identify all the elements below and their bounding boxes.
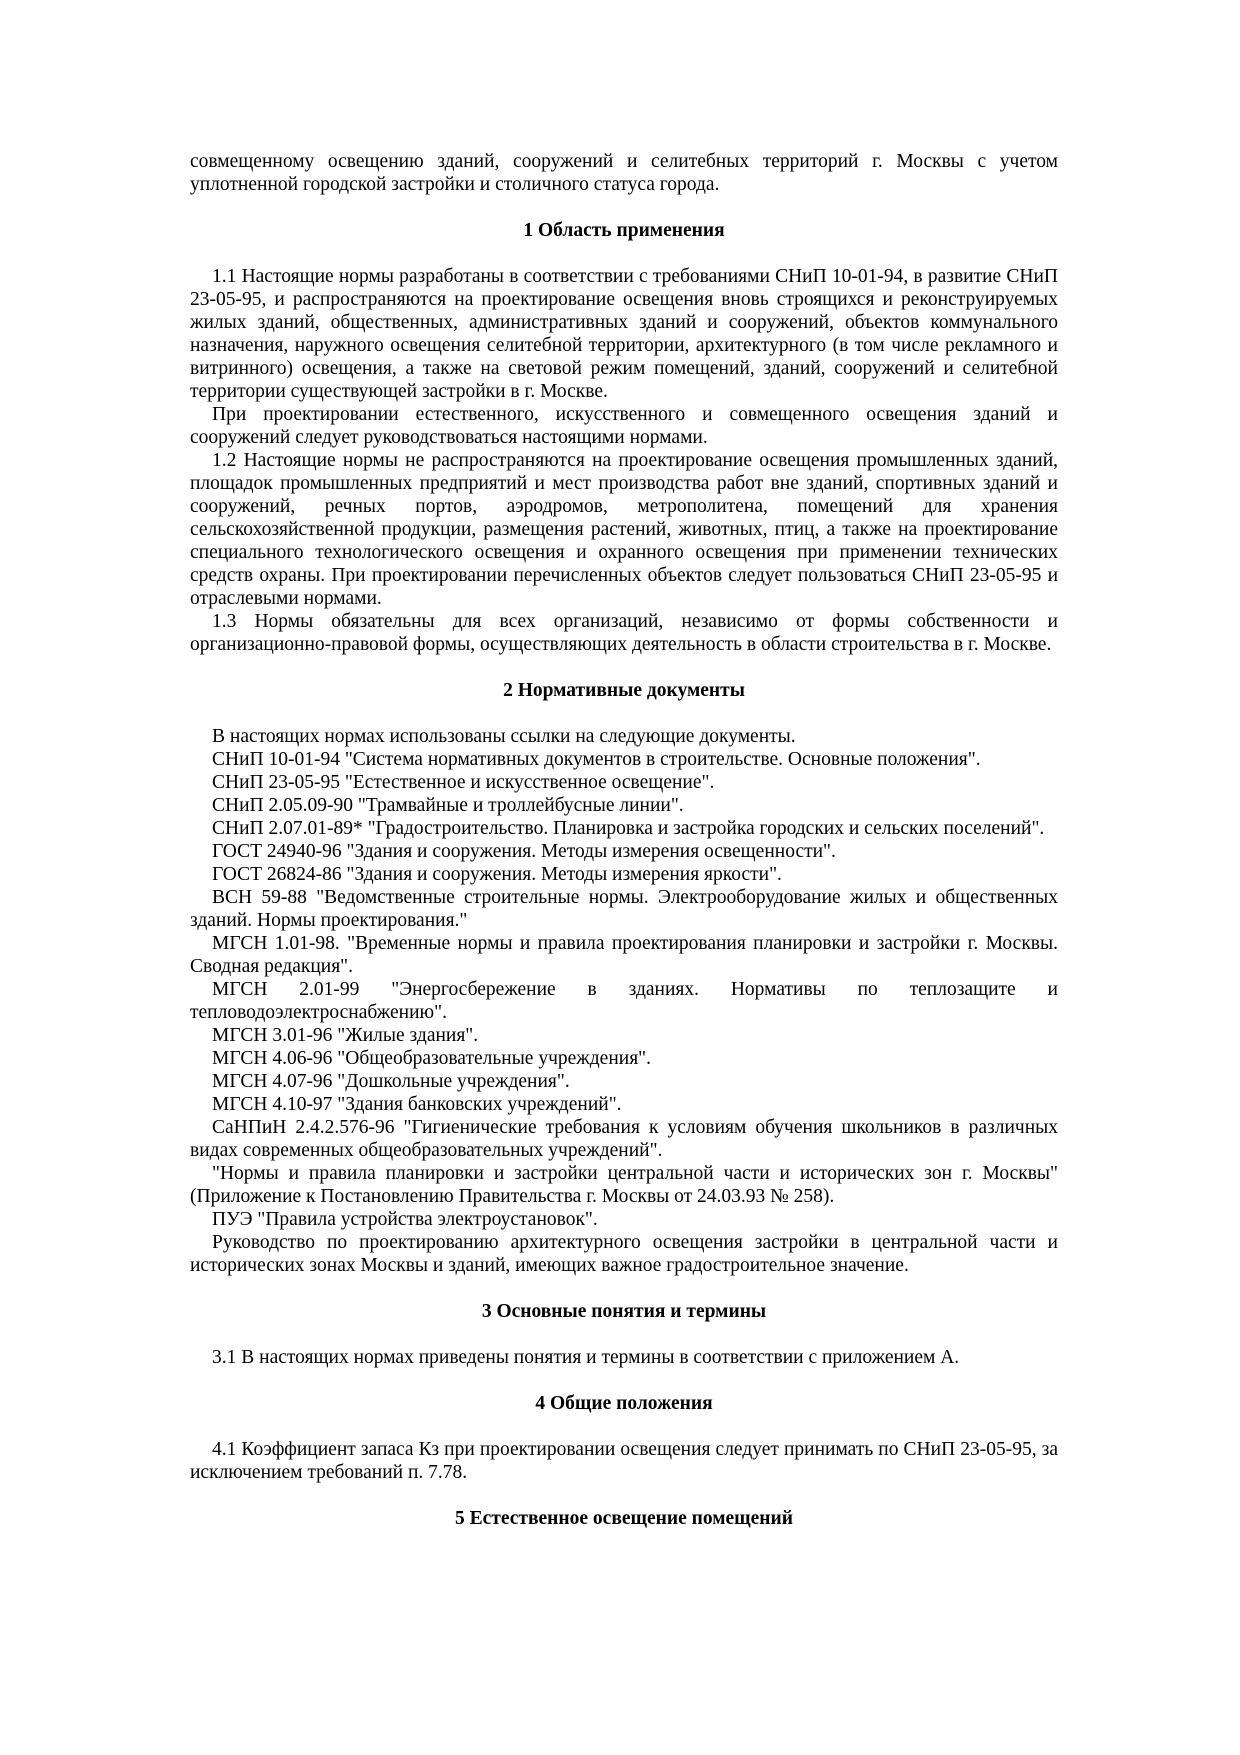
paragraph: 3.1 В настоящих нормах приведены понятия и термины в соответствии с приложением А. [212, 1347, 960, 1368]
reference-item: "Нормы и правила планировки и застройки центральной части и исторических зон г. Москвы" (Приложение к Постановлению Правительства г. Москвы от 24.03.93 № 258). [190, 1163, 1058, 1207]
reference-item: МГСН 4.06-96 "Общеобразовательные учреждения". [212, 1048, 652, 1069]
reference-item: МГСН 1.01-98. "Временные нормы и правила проектирования планировки и застройки г. Москвы. Сводная редакция". [190, 933, 1058, 977]
section-heading-3: 3 Основные понятия и термины [481, 1301, 767, 1322]
paragraph: 1.1 Настоящие нормы разработаны в соответствии с требованиями СНиП 10-01-94, в развитие СНиП 23-05-95, и распространяются на проектирование освещения вновь строящихся и реконструируемых жилых зданий, общественных, административных зданий и сооружений, объектов коммунального назначения, наружного освещения селитебной территории, архитектурного (в том числе рекламного и витринного) освещения, а также на световой режим помещений, зданий, сооружений и селитебной территории существующей застройки в г. Москве. [190, 266, 1058, 402]
paragraph: При проектировании естественного, искусственного и совмещенного освещения зданий и сооружений следует руководствоваться настоящими нормами. [190, 404, 1058, 448]
section-heading-2: 2 Нормативные документы [503, 680, 745, 701]
reference-item: МГСН 4.07-96 "Дошкольные учреждения". [212, 1071, 570, 1092]
section-heading-5: 5 Естественное освещение помещений [454, 1508, 793, 1529]
reference-item: ПУЭ "Правила устройства электроустановок". [212, 1209, 598, 1230]
reference-item: СНиП 10-01-94 "Система нормативных документов в строительстве. Основные положения". [212, 749, 981, 770]
reference-item: ВСН 59-88 "Ведомственные строительные нормы. Электрооборудование жилых и общественных зданий. Нормы проектирования." [190, 887, 1058, 931]
section-heading-4: 4 Общие положения [535, 1393, 713, 1414]
reference-item: СНиП 2.07.01-89* "Градостроительство. Планировка и застройка городских и сельских поселений". [212, 818, 1045, 839]
reference-item: Руководство по проектированию архитектурного освещения застройки в центральной части и исторических зонах Москвы и зданий, имеющих важное градостроительное значение. [190, 1232, 1058, 1276]
paragraph: 4.1 Коэффициент запаса Кз при проектировании освещения следует принимать по СНиП 23-05-95, за исключением требований п. 7.78. [190, 1439, 1058, 1483]
reference-item: СаНПиН 2.4.2.576-96 "Гигиенические требования к условиям обучения школьников в различных видах современных общеобразовательных учреждений". [190, 1117, 1058, 1161]
paragraph: В настоящих нормах использованы ссылки на следующие документы. [212, 726, 796, 747]
paragraph: 1.3 Нормы обязательны для всех организаций, независимо от формы собственности и организационно-правовой формы, осуществляющих деятельность в области строительства в г. Москве. [190, 611, 1058, 655]
reference-item: ГОСТ 24940-96 "Здания и сооружения. Методы измерения освещенности". [212, 841, 836, 862]
reference-item: МГСН 2.01-99 "Энергосбережение в зданиях. Нормативы по теплозащите и тепловодоэлектроснабжению". [190, 979, 1058, 1023]
reference-item: СНиП 2.05.09-90 "Трамвайные и троллейбусные линии". [212, 795, 684, 816]
reference-item: МГСН 4.10-97 "Здания банковских учреждений". [212, 1094, 622, 1115]
reference-item: СНиП 23-05-95 "Естественное и искусственное освещение". [212, 772, 715, 793]
section-heading-1: 1 Область применения [523, 220, 725, 241]
document-page [190, 150, 1058, 1553]
intro-paragraph: совмещенному освещению зданий, сооружений и селитебных территорий г. Москвы с учетом уплотненной городской застройки и столичного статуса города. [190, 151, 1058, 195]
reference-item: МГСН 3.01-96 "Жилые здания". [212, 1025, 479, 1046]
reference-item: ГОСТ 26824-86 "Здания и сооружения. Методы измерения яркости". [212, 864, 782, 885]
paragraph: 1.2 Настоящие нормы не распространяются на проектирование освещения промышленных зданий, площадок промышленных предприятий и мест производства работ вне зданий, спортивных зданий и сооружений, речных портов, аэродромов, метрополитена, помещений для хранения сельскохозяйственной продукции, размещения растений, животных, птиц, а также на проектирование специального технологического освещения и охранного освещения при применении технических средств охраны. При проектировании перечисленных объектов следует пользоваться СНиП 23-05-95 и отраслевыми нормами. [190, 450, 1058, 609]
